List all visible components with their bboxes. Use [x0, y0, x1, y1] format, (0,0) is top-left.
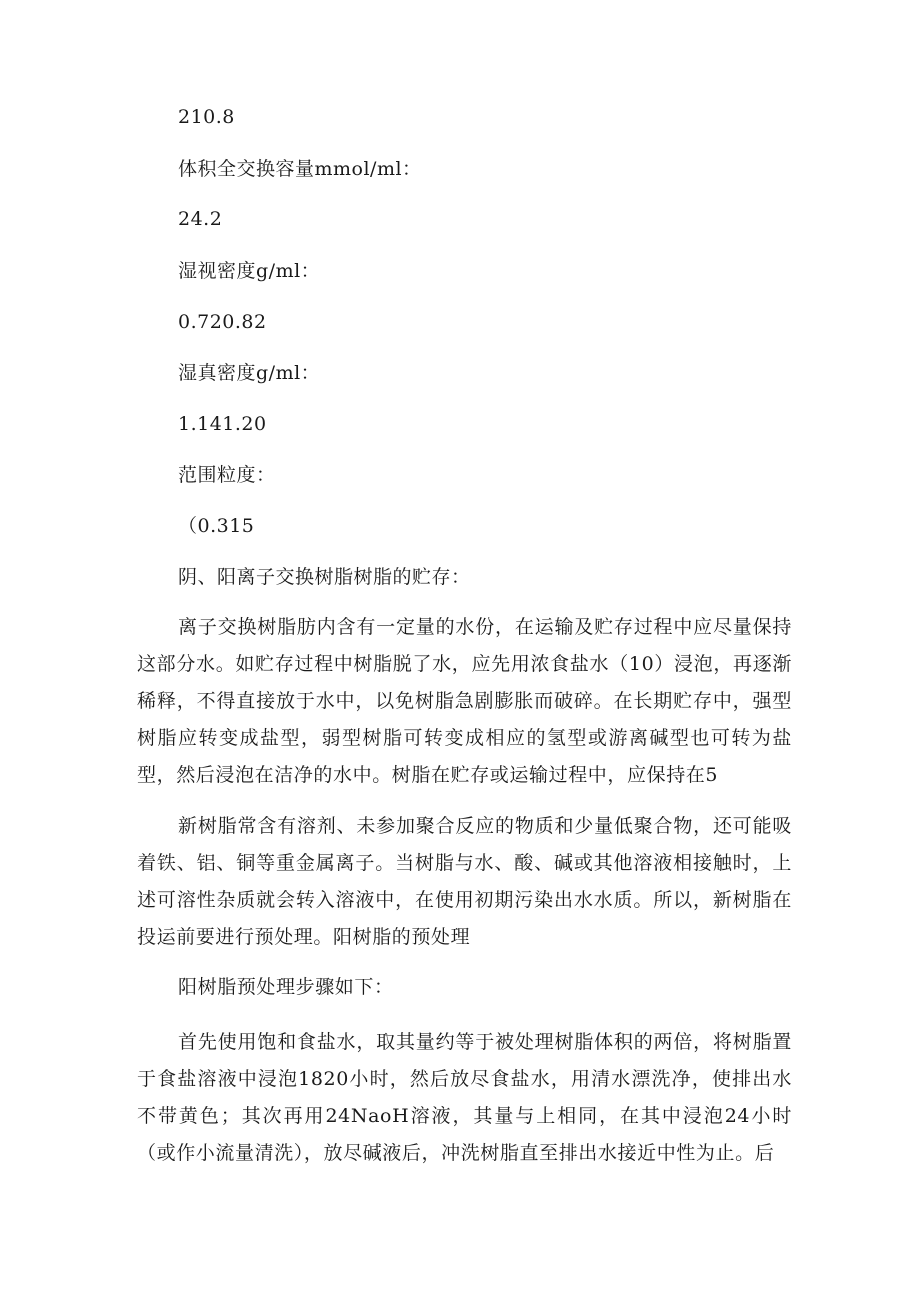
- label-line: 范围粒度：: [178, 464, 276, 486]
- paragraph-new-resin: 新树脂常含有溶剂、未参加聚合反应的物质和少量低聚合物，还可能吸着铁、铝、铜等重金属离子。当树脂与水、酸、碱或其他溶液相接触时，上述可溶性杂质就会转入溶液中，在使用初期污染出水水质。所以，新树脂在投运前要进行预处理。阳树脂的预处理: [137, 815, 792, 948]
- label-line: 湿视密度g/ml：: [178, 260, 321, 282]
- label-line: 体积全交换容量mmol/ml：: [178, 158, 422, 180]
- value-line: （0.315: [178, 515, 255, 537]
- paragraph-steps-heading: 阳树脂预处理步骤如下：: [178, 976, 394, 998]
- label-line: 湿真密度g/ml：: [178, 362, 321, 384]
- section-heading: 阴、阳离子交换树脂树脂的贮存：: [178, 566, 471, 588]
- paragraph-pretreatment: 首先使用饱和食盐水，取其量约等于被处理树脂体积的两倍，将树脂置于食盐溶液中浸泡1820小时，然后放尽食盐水，用清水漂洗净，使排出水不带黄色；其次再用24NaoH溶液，其量与上相同，在其中浸泡24小时（或作小流量清洗），放尽碱液后，冲洗树脂直至排出水接近中性为止。后: [137, 1031, 792, 1164]
- value-line: 24.2: [178, 208, 223, 230]
- value-line: 210.8: [178, 106, 235, 128]
- value-line: 0.720.82: [178, 311, 267, 333]
- value-line: 1.141.20: [178, 413, 267, 435]
- paragraph-storage: 离子交换树脂肪内含有一定量的水份，在运输及贮存过程中应尽量保持这部分水。如贮存过程中树脂脱了水，应先用浓食盐水（10）浸泡，再逐渐稀释，不得直接放于水中，以免树脂急剧膨胀而破碎。在长期贮存中，强型树脂应转变成盐型，弱型树脂可转变成相应的氢型或游离碱型也可转为盐型，然后浸泡在洁净的水中。树脂在贮存或运输过程中，应保持在5: [137, 616, 792, 786]
